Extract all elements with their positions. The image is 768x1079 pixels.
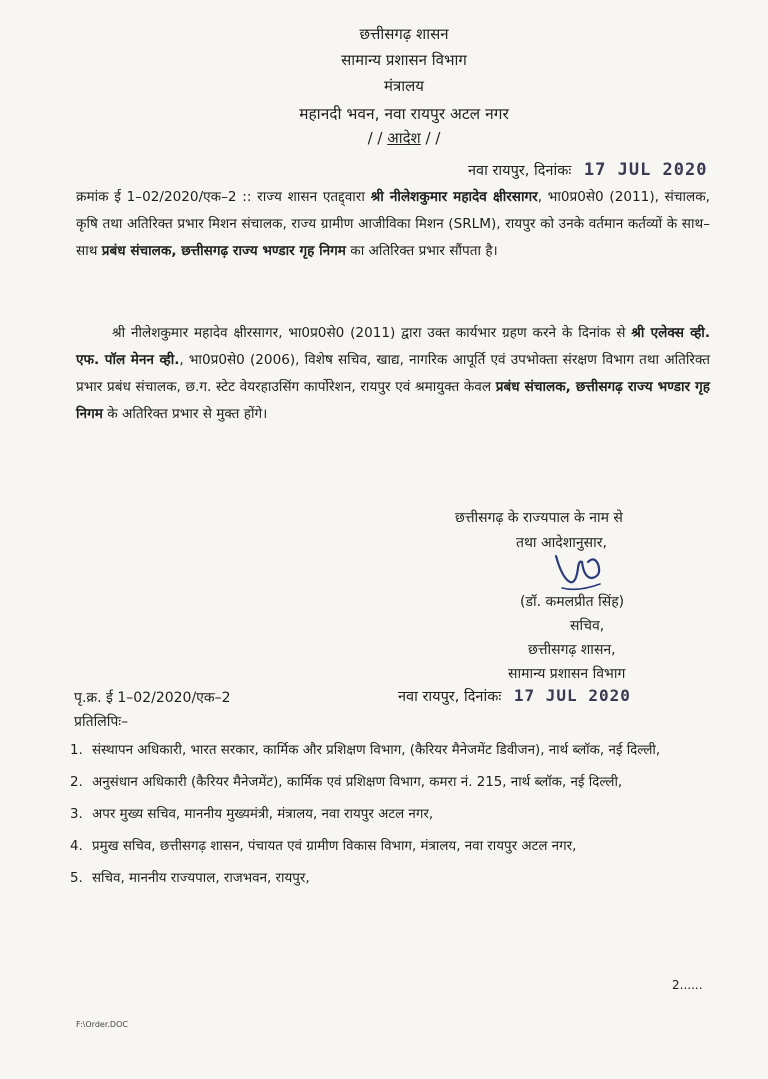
para1-end: का अतिरिक्त प्रभार सौंपता है। bbox=[350, 243, 498, 259]
list-item-text: प्रमुख सचिव, छत्तीसगढ़ शासन, पंचायत एवं ग्रामीण विकास विभाग, मंत्रालय, नवा रायपुर अटल नगर, bbox=[92, 839, 577, 854]
list-item-number: 3. bbox=[70, 807, 83, 822]
list-item-number: 5. bbox=[70, 871, 83, 886]
list-item-number: 4. bbox=[70, 839, 83, 854]
footer-file-path: F:\Order.DOC bbox=[76, 1020, 128, 1029]
order-title bbox=[20, 128, 768, 148]
endorsement-date-stamp: 17 JUL 2020 bbox=[513, 686, 631, 705]
header-ministry: मंत्रालय bbox=[383, 77, 424, 95]
copy-recipients-list bbox=[70, 738, 710, 898]
list-item-text: अपर मुख्य सचिव, माननीय मुख्यमंत्री, मंत्रालय, नवा रायपुर अटल नगर, bbox=[92, 807, 434, 822]
signatory-department: सामान्य प्रशासन विभाग bbox=[508, 666, 626, 682]
signatory-designation: सचिव, bbox=[570, 618, 605, 634]
list-item-text: सचिव, माननीय राज्यपाल, राजभवन, रायपुर, bbox=[92, 871, 310, 886]
signature-line-2: तथा आदेशानुसार, bbox=[516, 535, 607, 551]
header-government: छत्तीसगढ़ शासन bbox=[359, 25, 449, 43]
header-department: सामान्य प्रशासन विभाग bbox=[341, 51, 467, 69]
para2-start: श्री नीलेशकुमार महादेव क्षीरसागर, भा0प्र0से0 (2011) द्वारा उक्त कार्यभार ग्रहण करने के दिनांक से bbox=[112, 325, 626, 341]
list-item bbox=[70, 770, 710, 796]
signatory-name: (डॉ. कमलप्रीत सिंह) bbox=[520, 594, 625, 610]
officer-name-1: श्री नीलेशकुमार महादेव क्षीरसागर bbox=[370, 189, 538, 205]
copy-to-label: प्रतिलिपिः– bbox=[74, 714, 129, 730]
list-item-text: संस्थापन अधिकारी, भारत सरकार, कार्मिक और प्रशिक्षण विभाग, (कैरियर मैनेजमेंट डिवीजन), नार्थ ब्लॉक, नई दिल्ली, bbox=[92, 743, 661, 758]
signature-line-1: छत्तीसगढ़ के राज्यपाल के नाम से bbox=[455, 510, 623, 526]
date-stamp: 17 JUL 2020 bbox=[583, 160, 708, 180]
order-reference: क्रमांक ई 1–02/2020/एक–2 :: राज्य शासन एतद्द्वारा bbox=[76, 189, 365, 205]
para2-body: , भा0प्र0से0 (2006), विशेष सचिव, खाद्य, नागरिक आपूर्ति एवं उपभोक्ता संरक्षण विभाग तथा अतिरिक्त प्रभार प्रबंध संचालक, छ.ग. स्टेट वेयरहाउसिंग कार्पोरेशन, रायपुर एवं श्रमायुक्त केवल bbox=[76, 352, 711, 395]
endorsement-date bbox=[398, 686, 631, 706]
order-paragraph-1 bbox=[76, 184, 710, 265]
signatory-government: छत्तीसगढ़ शासन, bbox=[528, 642, 616, 658]
officer-name-2: श्री एलेक्स व्ही. एफ. पॉल मेनन व्ही. bbox=[76, 325, 710, 368]
order-word: आदेश bbox=[387, 129, 421, 147]
order-suffix: / / bbox=[425, 129, 441, 147]
para2-post: प्रबंध संचालक, छत्तीसगढ़ राज्य भण्डार गृह निगम bbox=[76, 379, 710, 422]
order-paragraph-2 bbox=[76, 320, 710, 428]
list-item-number: 1. bbox=[70, 743, 83, 758]
list-item bbox=[70, 802, 710, 828]
date-line bbox=[468, 160, 707, 180]
order-prefix: / / bbox=[367, 129, 383, 147]
handwritten-signature bbox=[548, 548, 608, 594]
list-item-text: अनुसंधान अधिकारी (कैरियर मैनेजमेंट), कार्मिक एवं प्रशिक्षण विभाग, कमरा नं. 215, नार्थ ब्लॉक, नई दिल्ली, bbox=[92, 775, 623, 790]
list-item-number: 2. bbox=[70, 775, 83, 790]
list-item bbox=[70, 834, 710, 860]
endorsement-reference: पृ.क्र. ई 1–02/2020/एक–2 bbox=[74, 690, 231, 706]
date-label: नवा रायपुर, दिनांकः bbox=[468, 163, 572, 179]
endorsement-date-label: नवा रायपुर, दिनांकः bbox=[398, 689, 502, 705]
list-item bbox=[70, 866, 710, 892]
para1-body: , भा0प्र0से0 (2011), संचालक, कृषि तथा अतिरिक्त प्रभार मिशन संचालक, राज्य ग्रामीण आजीविका मिशन (SRLM), रायपुर को उनके वर्तमान कर्तव्यों के साथ–साथ bbox=[76, 189, 711, 259]
header-address: महानदी भवन, नवा रायपुर अटल नगर bbox=[299, 105, 509, 123]
para1-post: प्रबंध संचालक, छत्तीसगढ़ राज्य भण्डार गृह निगम bbox=[101, 243, 346, 259]
list-item bbox=[70, 738, 710, 764]
next-page-marker: 2...... bbox=[672, 978, 703, 992]
para2-end: के अतिरिक्त प्रभार से मुक्त होंगे। bbox=[107, 406, 268, 422]
